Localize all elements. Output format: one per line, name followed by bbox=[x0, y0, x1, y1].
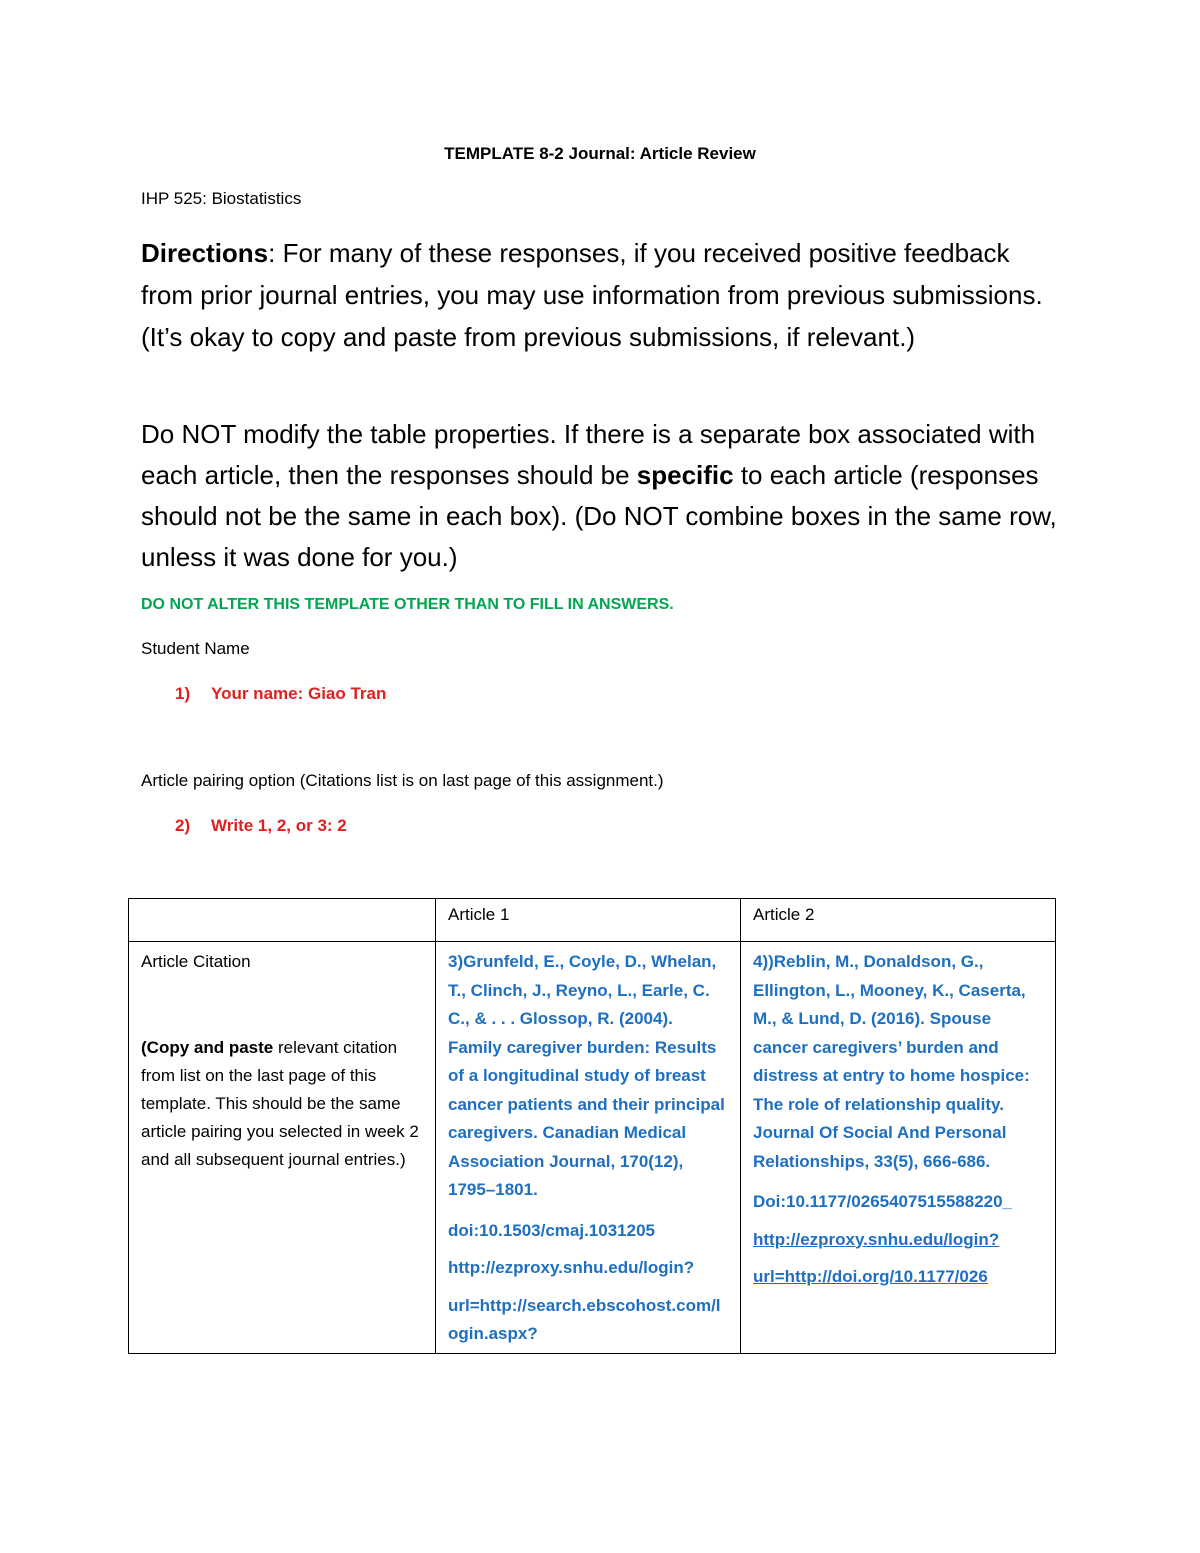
question-1-answer[interactable]: Your name: Giao Tran bbox=[211, 684, 387, 703]
citation-row-note-bold: (Copy and paste bbox=[141, 1038, 274, 1057]
citation-row-label: Article Citation bbox=[141, 952, 251, 971]
article-2-doi: Doi:10.1177/0265407515588220_ bbox=[753, 1192, 1013, 1211]
article-1-citation-cell[interactable] bbox=[436, 942, 741, 1354]
course-name: IHP 525: Biostatistics bbox=[141, 189, 302, 208]
article-1-doi: doi:10.1503/cmaj.1031205 bbox=[448, 1220, 655, 1240]
article-2-url-line-2[interactable]: url=http://doi.org/10.1177/026 bbox=[753, 1267, 988, 1286]
article-2-citation: 4))Reblin, M., Donaldson, G., Ellington, L., Mooney, K., Caserta, M., & Lund, D. (2016). Spouse cancer caregivers’ burden and distress at entry to home hospice: The role of relationship quality. Journal Of Social And Personal Relationships, 33(5), 666-686. bbox=[753, 952, 1030, 1171]
question-1 bbox=[175, 684, 386, 704]
table-directions-paragraph bbox=[141, 414, 1071, 578]
table-directions-text-after: to each article (responses should not be the same in each box). (Do NOT combine boxes in the same row, unless it was done for you.) bbox=[141, 460, 1057, 572]
table-header-row bbox=[129, 899, 1056, 942]
article-1-url-line-1[interactable]: http://ezproxy.snhu.edu/login? bbox=[448, 1258, 695, 1277]
question-1-number: 1) bbox=[175, 684, 191, 703]
citation-row-note bbox=[141, 1034, 425, 1174]
table-directions-emphasis: specific bbox=[636, 460, 734, 490]
table-row-article-citation bbox=[129, 942, 1056, 1354]
article-2-url-line-1[interactable]: http://ezproxy.snhu.edu/login? bbox=[753, 1229, 1000, 1249]
question-2-answer[interactable]: Write 1, 2, or 3: 2 bbox=[211, 816, 347, 835]
table-header-article-1: Article 1 bbox=[436, 899, 741, 942]
table-header-empty bbox=[129, 899, 436, 942]
directions-text: : For many of these responses, if you received positive feedback from prior journal entries, you may use information from previous submissions. (It’s okay to copy and paste from previous submissions, if relevant.) bbox=[141, 238, 1043, 352]
document-title: TEMPLATE 8-2 Journal: Article Review bbox=[444, 144, 756, 163]
article-2-citation-cell[interactable] bbox=[741, 942, 1056, 1354]
citation-row-note-rest: relevant citation from list on the last page of this template. This should be the same article pairing you selected in week 2 and all subsequent journal entries.) bbox=[141, 1038, 419, 1169]
article-1-url-line-2[interactable]: url=http://search.ebscohost.com/login.aspx? bbox=[448, 1295, 721, 1343]
directions-paragraph bbox=[141, 232, 1061, 358]
directions-label: Directions bbox=[141, 238, 269, 268]
student-name-label: Student Name bbox=[141, 639, 250, 658]
template-warning: DO NOT ALTER THIS TEMPLATE OTHER THAN TO FILL IN ANSWERS. bbox=[141, 596, 674, 613]
article-1-citation: 3)Grunfeld, E., Coyle, D., Whelan, T., Clinch, J., Reyno, L., Earle, C. C., & . . . Glossop, R. (2004). Family caregiver burden: Results of a longitudinal study of breast cancer patients and their principal caregivers. Canadian Medical Association Journal, 170(12), 1795–1801. bbox=[448, 952, 725, 1199]
citation-label-cell bbox=[129, 942, 436, 1354]
article-pairing-label: Article pairing option (Citations list is on last page of this assignment.) bbox=[141, 771, 664, 790]
article-review-table bbox=[128, 898, 1056, 1354]
question-2-number: 2) bbox=[175, 816, 191, 835]
table-directions-text-before: Do NOT modify the table properties. If there is a separate box associated with each article, then the responses should be bbox=[141, 419, 1036, 490]
table-header-article-2: Article 2 bbox=[741, 899, 1056, 942]
question-2 bbox=[175, 816, 347, 836]
